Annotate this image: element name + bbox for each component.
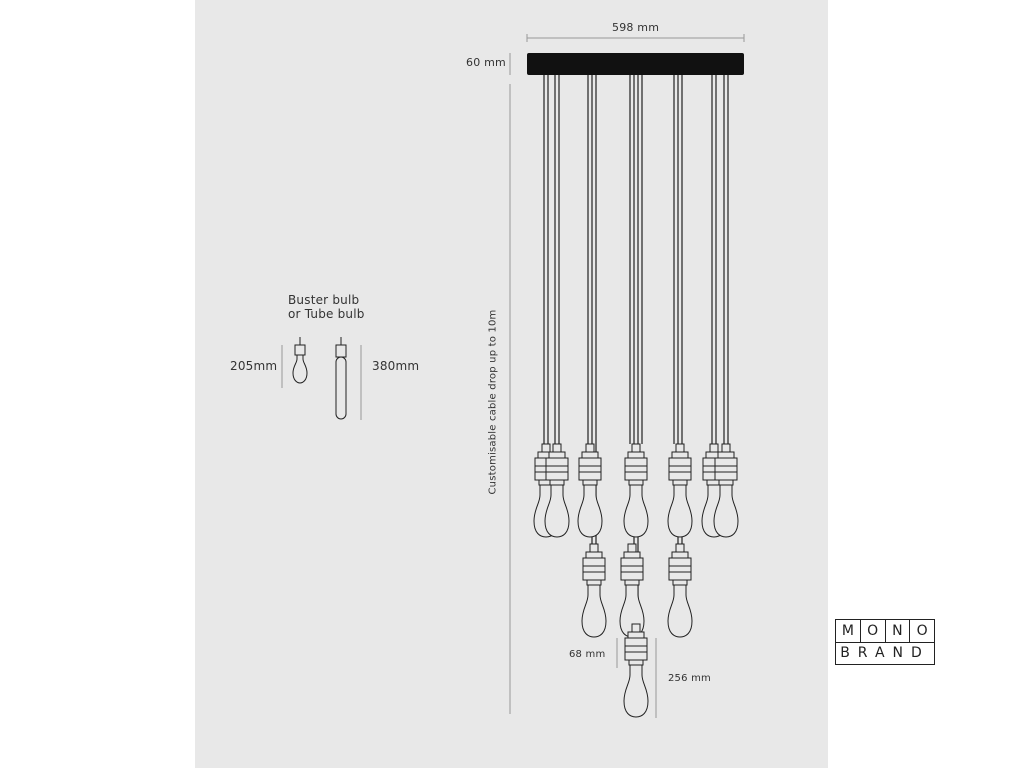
logo-letter: O	[909, 620, 934, 642]
pendant-mid-3	[668, 544, 692, 637]
logo-letter: N	[885, 620, 910, 642]
pendant-mid-2	[620, 544, 644, 637]
bulb-holder-height-label: 68 mm	[569, 649, 606, 660]
buster-height-label: 205mm	[230, 359, 278, 373]
pendant-top-4	[624, 444, 648, 537]
pendant-top-3	[578, 444, 602, 537]
logo-letter: M	[841, 623, 854, 639]
bulb-options-heading-line2: or Tube bulb	[288, 307, 365, 321]
cable-drop-label: Customisable cable drop up to 10m	[487, 309, 499, 495]
canopy-height-label: 60 mm	[466, 56, 506, 69]
tube-height-label: 380mm	[372, 359, 420, 373]
logo-bottom-text: BRAND	[840, 645, 930, 661]
bulb-options-heading-line1: Buster bulb	[288, 293, 360, 307]
buster-bulb-option	[293, 337, 307, 383]
pendant-bottom	[624, 624, 648, 717]
tube-bulb-option	[336, 337, 346, 419]
canopy	[527, 53, 744, 75]
canopy-width-label: 598 mm	[612, 21, 660, 34]
pendant-mid-1	[582, 544, 606, 637]
logo-bottom-row	[836, 642, 934, 664]
pendant-top-5	[668, 444, 692, 537]
logo-top-row	[836, 620, 934, 643]
brand-logo	[835, 619, 935, 665]
cables	[544, 75, 728, 624]
bulb-total-height-label: 256 mm	[668, 673, 711, 684]
logo-letter: O	[860, 620, 885, 642]
